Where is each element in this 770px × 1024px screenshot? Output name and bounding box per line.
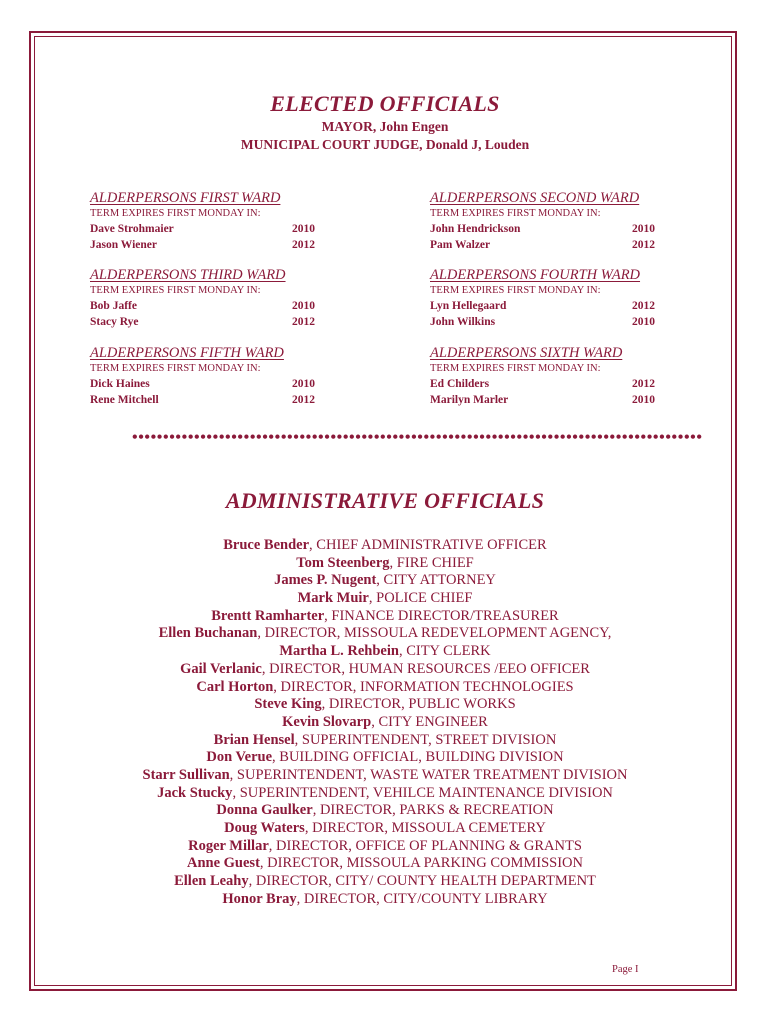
official-role: , CHIEF ADMINISTRATIVE OFFICER	[309, 537, 547, 553]
official-row	[0, 625, 770, 643]
elected-officials-title: ELECTED OFFICIALS	[270, 91, 500, 116]
judge-line: MUNICIPAL COURT JUDGE, Donald J, Louden	[240, 137, 530, 152]
term-label: TERM EXPIRES FIRST MONDAY IN:	[430, 363, 601, 374]
official-role: , FINANCE DIRECTOR/TREASURER	[324, 607, 559, 624]
official-row	[0, 679, 770, 697]
ward-fifth	[90, 345, 320, 408]
member-name: Ed Childers	[430, 378, 490, 390]
ward-first	[90, 190, 320, 253]
official-row	[0, 661, 770, 679]
member-year: 2012	[292, 393, 315, 406]
official-role: , POLICE CHIEF	[368, 590, 473, 607]
member-row	[90, 315, 320, 331]
official-name: Kevin Slovarp	[282, 713, 372, 730]
official-name: Steve King	[254, 696, 322, 713]
official-row	[0, 696, 770, 714]
member-year: 2012	[632, 378, 655, 390]
member-row	[430, 299, 660, 315]
official-name: Gail Verlanic	[180, 660, 262, 677]
member-row	[430, 238, 660, 254]
official-role: , DIRECTOR, CITY/COUNTY LIBRARY	[296, 890, 548, 907]
official-name: Don Verue	[206, 749, 273, 766]
official-name: James P. Nugent	[274, 572, 377, 589]
member-row	[90, 299, 320, 315]
official-name: Mark Muir	[297, 590, 369, 607]
official-role: , CITY ENGINEER	[371, 713, 488, 730]
term-label: TERM EXPIRES FIRST MONDAY IN:	[90, 363, 261, 374]
official-role: , DIRECTOR, PARKS & RECREATION	[312, 802, 554, 819]
ward-fourth	[430, 267, 660, 330]
official-role: , FIRE CHIEF	[389, 554, 474, 571]
member-row	[430, 393, 660, 409]
member-year: 2010	[632, 223, 655, 235]
official-name: Ellen Leahy	[174, 873, 249, 890]
official-row	[0, 555, 770, 573]
member-row	[90, 238, 320, 254]
term-label: TERM EXPIRES FIRST MONDAY IN:	[90, 208, 261, 219]
member-name: John Wilkins	[430, 315, 496, 328]
official-row	[0, 767, 770, 785]
official-role: , DIRECTOR, INFORMATION TECHNOLOGIES	[273, 678, 574, 695]
official-row	[0, 537, 770, 555]
term-label: TERM EXPIRES FIRST MONDAY IN:	[90, 285, 261, 296]
official-name: Roger Millar	[188, 837, 269, 854]
ward-title: ALDERPERSONS SIXTH WARD	[430, 345, 623, 361]
official-name: Starr Sullivan	[142, 766, 230, 783]
member-name: Bob Jaffe	[90, 300, 137, 312]
mayor-line: MAYOR, John Engen	[321, 119, 449, 134]
member-row	[430, 315, 660, 331]
official-row	[0, 590, 770, 608]
official-role: , DIRECTOR, MISSOULA PARKING COMMISSION	[259, 855, 583, 872]
official-name: Honor Bray	[222, 890, 297, 907]
official-row	[0, 873, 770, 891]
ward-title: ALDERPERSONS THIRD WARD	[90, 267, 286, 283]
member-year: 2012	[292, 315, 315, 328]
member-name: Stacy Rye	[90, 315, 139, 328]
member-name: Rene Mitchell	[90, 393, 159, 406]
official-name: Jack Stucky	[157, 784, 233, 801]
official-row	[0, 838, 770, 856]
official-name: Martha L. Rehbein	[279, 643, 399, 660]
member-row	[430, 222, 660, 238]
member-year: 2010	[632, 393, 655, 406]
official-name: Carl Horton	[196, 678, 274, 695]
member-row	[90, 222, 320, 238]
member-year: 2010	[292, 223, 315, 235]
administrative-officials-title: ADMINISTRATIVE OFFICIALS	[225, 488, 545, 513]
ward-second	[430, 190, 660, 253]
official-row	[0, 820, 770, 838]
official-name: Ellen Buchanan	[158, 625, 258, 642]
member-year: 2012	[632, 300, 655, 312]
official-role: , SUPERINTENDENT, STREET DIVISION	[294, 731, 557, 748]
member-row	[90, 377, 320, 393]
member-row	[430, 377, 660, 393]
ward-third	[90, 267, 320, 330]
member-year: 2012	[632, 238, 655, 251]
ward-title: ALDERPERSONS SECOND WARD	[430, 190, 640, 206]
member-name: Lyn Hellegaard	[430, 300, 507, 312]
official-name: Tom Steenberg	[296, 554, 390, 571]
official-role: , CITY CLERK	[398, 643, 491, 660]
term-label: TERM EXPIRES FIRST MONDAY IN:	[430, 208, 601, 219]
official-row	[0, 891, 770, 909]
official-name: Bruce Bender	[223, 537, 310, 553]
official-role: , DIRECTOR, MISSOULA CEMETERY	[304, 820, 546, 836]
official-row	[0, 572, 770, 590]
member-name: Dave Strohmaier	[90, 223, 174, 235]
member-name: Pam Walzer	[430, 238, 491, 251]
official-role: , SUPERINTENDENT, WASTE WATER TREATMENT DIVISION	[229, 766, 628, 783]
member-row	[90, 393, 320, 409]
official-row	[0, 749, 770, 767]
official-row	[0, 785, 770, 803]
official-row	[0, 802, 770, 820]
member-name: Dick Haines	[90, 378, 150, 390]
official-role: , SUPERINTENDENT, VEHILCE MAINTENANCE DIVISION	[232, 784, 613, 801]
official-row	[0, 714, 770, 732]
member-year: 2010	[292, 300, 315, 312]
official-row	[0, 643, 770, 661]
dotted-divider: ••••••••••••••••••••••••••••••••••••••••••••••••••••••••••••••••••••••••••••••••••••••••••••	[132, 429, 703, 446]
official-role: , DIRECTOR, CITY/ COUNTY HEALTH DEPARTMENT	[248, 873, 596, 890]
official-role: , CITY ATTORNEY	[376, 572, 496, 589]
official-row	[0, 732, 770, 750]
official-name: Doug Waters	[224, 820, 305, 836]
official-role: , DIRECTOR, HUMAN RESOURCES /EEO OFFICER	[261, 660, 590, 677]
member-name: Jason Wiener	[90, 238, 157, 251]
administrative-officials-list	[0, 537, 770, 908]
member-year: 2010	[292, 378, 315, 390]
official-role: , BUILDING OFFICIAL, BUILDING DIVISION	[272, 749, 564, 766]
ward-title: ALDERPERSONS FIRST WARD	[90, 190, 281, 206]
official-name: Brian Hensel	[213, 731, 295, 748]
term-label: TERM EXPIRES FIRST MONDAY IN:	[430, 285, 601, 296]
ward-title: ALDERPERSONS FIFTH WARD	[90, 345, 284, 361]
official-role: , DIRECTOR, OFFICE OF PLANNING & GRANTS	[268, 837, 582, 854]
ward-title: ALDERPERSONS FOURTH WARD	[430, 267, 641, 283]
official-name: Donna Gaulker	[216, 802, 313, 819]
member-name: Marilyn Marler	[430, 393, 509, 406]
official-row	[0, 855, 770, 873]
official-row	[0, 608, 770, 626]
official-name: Brentt Ramharter	[211, 607, 325, 624]
member-name: John Hendrickson	[430, 223, 521, 235]
official-role: , DIRECTOR, MISSOULA REDEVELOPMENT AGENCY,	[257, 625, 612, 642]
ward-sixth	[430, 345, 660, 408]
official-role: , DIRECTOR, PUBLIC WORKS	[321, 696, 516, 713]
member-year: 2010	[632, 315, 655, 328]
member-year: 2012	[292, 238, 315, 251]
page-number: Page I	[612, 964, 639, 975]
official-name: Anne Guest	[186, 855, 260, 872]
